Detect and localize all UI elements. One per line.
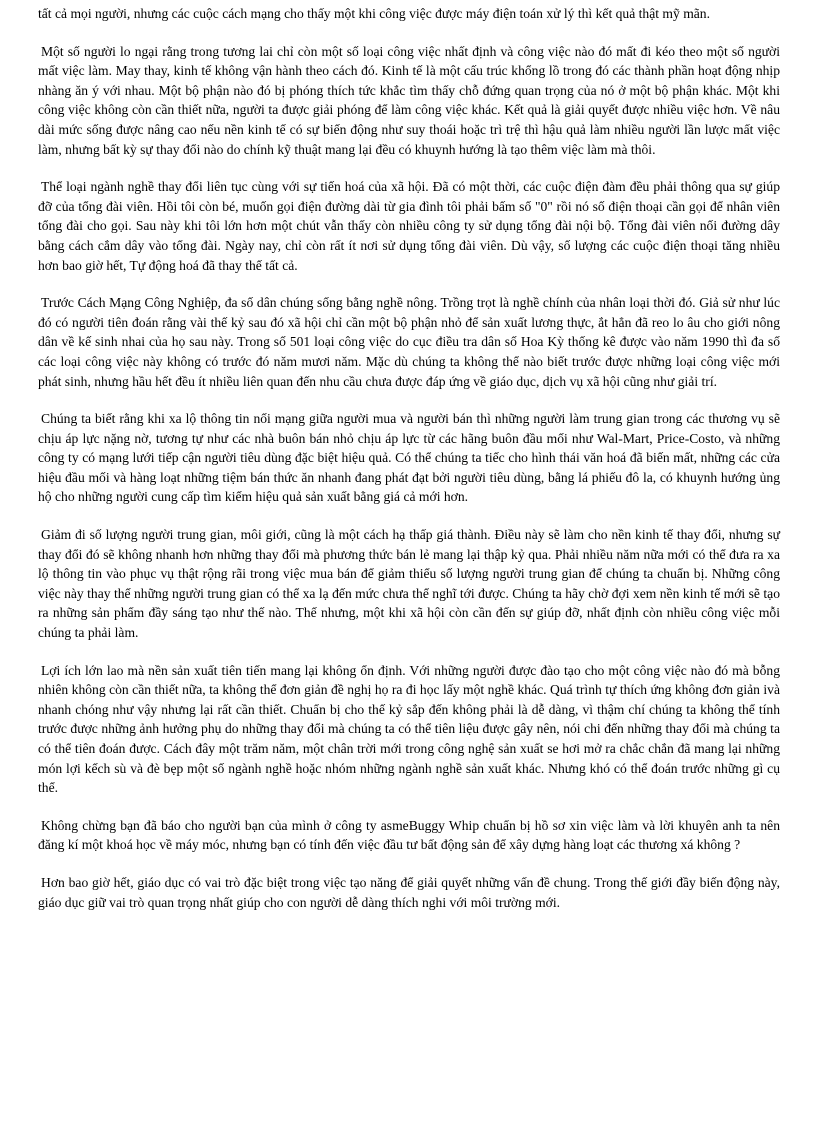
paragraph: Không chừng bạn đã báo cho người bạn của mình ở công ty asmeBuggy Whip chuẩn bị hồ sơ xin việc làm và lời khuyên anh ta nên đăng kí một khoá học về máy móc, nhưng bạn có tính đến việc đầu tư bất động sản để xây dựng hàng loạt các thương xá không ? xyxy=(38,817,780,853)
document-page xyxy=(38,4,780,930)
paragraph: Chúng ta biết rằng khi xa lộ thông tin nối mạng giữa người mua và người bán thì những người làm trung gian trong các thương vụ sẽ chịu áp lực nặng nờ, tương tự như các nhà buôn bán nhỏ chịu áp lực từ các hãng buôn đầu mối như Wal-Mart, Price-Costo, và những công ty có mạng lưới tiếp cận người tiêu dùng đặc biệt hiệu quả. Có thể chúng ta tiếc cho hình thái văn hoá đã biến mất, những các cửa hiệu đầu mối và hàng loạt những tiệm bán thức ăn nhanh đang phát đạt bởi người tiêu dùng, bằng lá phiếu đô la, có khuynh hướng ủng hộ cho những người cung cấp tìm kiếm hiệu quả sản xuất bằng giá cả mới hơn. xyxy=(38,411,780,505)
paragraph: Trước Cách Mạng Công Nghiệp, đa số dân chúng sống bằng nghề nông. Trồng trọt là nghề chính của nhân loại thời đó. Giả sử như lúc đó có người tiên đoán rằng vài thế kỷ sau đó xã hội chỉ cần một bộ phận nhỏ để sản xuất lương thực, ắt hẳn đã reo lo âu cho giới nông dân về kế sinh nhai của họ sau này. Trong số 501 loại công việc do cục điều tra dân số Hoa Kỳ thống kê được vào năm 1990 thì đa số các loại công việc này không có trước đó năm mươi năm. Mặc dù chúng ta không thể nào biết trước được những loại công việc mới phát sinh, nhưng hầu hết đều ít nhiều liên quan đến nhu cầu chưa được đáp ứng về giáo dục, dịch vụ xã hội cũng như giải trí. xyxy=(38,295,780,389)
paragraph: Hơn bao giờ hết, giáo dục có vai trò đặc biệt trong việc tạo năng để giải quyết những vấn đề chung. Trong thế giới đầy biến động này, giáo dục giữ vai trò quan trọng nhất giúp cho con người dễ dàng thích nghi với môi trường mới. xyxy=(38,874,780,910)
paragraph: Lợi ích lớn lao mà nền sản xuất tiên tiến mang lại không ổn định. Với những người được đào tạo cho một công việc nào đó mà bỗng nhiên không còn cần thiết nữa, ta không thể đơn giản đề nghị họ ra đi học lấy một nghề khác. Quá trình tự thích ứng không đơn giản ivà nhanh chóng như vậy nhưng lại rất cần thiết. Chuẩn bị cho thế kỷ sắp đến không phải là dễ dàng, vì thậm chí chúng ta không thể tính trước được những ảnh hưởng phụ do những thay đổi mà chúng ta có thể tiên liệu được gây nên, nói chi đến những thay đổi mà chúng ta có thể tiên đoán được. Cách đây một trăm năm, một chân trời mới trong công nghệ sản xuất se hơi mở ra chắc chắn đã mang lại những món lợi kếch sù và đè bẹp một số ngành nghề hoặc nhóm những ngành nghề sản xuất khác. Nhưng khó có thể đoán trước những gì cụ thể. xyxy=(38,662,780,796)
paragraph: Một số người lo ngại rằng trong tương lai chỉ còn một số loại công việc nhất định và công việc nào đó mất đi kéo theo một số người mất việc làm. May thay, kinh tế không vận hành theo cách đó. Kinh tế là một cấu trúc khổng lồ trong đó các thành phần hoạt động nhịp nhàng ăn ý với nhau. Một bộ phận nào đó bị phóng thích tức khắc tìm thấy chỗ đứng quan trọng của nó ở một bộ phận khác. Một khi công việc không còn cần thiết nữa, người ta được giải phóng để làm công việc khác. Kết quả là giải quyết được nhiều việc hơn. Về nâu dài mức sống được nâng cao nếu nền kinh tế có sự biến động như suy thoái hoặc trì trệ thì hậu quả làm nhiều người lần lược mất việc làm, nhưng bất kỳ sự thay đổi nào do chính kỹ thuật mang lại đều có khuynh hướng là tạo thêm việc làm mà thôi. xyxy=(38,43,780,157)
paragraph: Thể loại ngành nghề thay đổi liên tục cùng với sự tiến hoá của xã hội. Đã có một thời, các cuộc điện đàm đều phải thông qua sự giúp đỡ của tổng đài viên. Hồi tôi còn bé, muốn gọi điện đường dài từ gia đình tôi phải bấm số "0" rồi nó số điện thoại cần gọi để nhân viên tổng đài cho gọi. Sau này khi tôi lớn hơn một chút vẫn thấy còn nhiều công ty sử dụng tổng đài nội bộ. Tổng đài viên nối đường dây bằng cách cắm dây vào tổng đài. Ngày nay, chỉ còn rất ít nơi sử dụng tổng đài viên. Dù vậy, số lượng các cuộc điện thoại tăng nhiều hơn bao giờ hết, Tự động hoá đã thay thế tất cả. xyxy=(38,179,780,273)
paragraph: tất cả mọi người, nhưng các cuộc cách mạng cho thấy một khi công việc được máy điện toán xử lý thì kết quả thật mỹ mãn. xyxy=(38,6,710,21)
paragraph: Giảm đi số lượng người trung gian, môi giới, cũng là một cách hạ thấp giá thành. Điều này sẽ làm cho nền kinh tế thay đổi, nhưng sự thay đổi đó sẽ không nhanh hơn những thay đổi mà phương thức bán lẻ mang lại thập kỷ qua. Phải nhiều năm nữa mới có thể đưa ra xa lộ thông tin vào phục vụ thật rộng rãi trong việc mua bán để giảm thiểu số lượng người trung gian để chúng ta chuẩn bị. Những công việc này thay thế những người trung gian có thể xa lạ đến mức chưa thể nghĩ tới được. Chúng ta hãy chờ đợi xem nền kinh tế mới sẽ tạo ra những sản phẩm đầy sáng tạo như thế nào. Thế nhưng, một khi xã hội còn cần đến sự giúp đỡ, nhất định còn nhiều công việc mỗi chúng ta phải làm. xyxy=(38,527,780,641)
